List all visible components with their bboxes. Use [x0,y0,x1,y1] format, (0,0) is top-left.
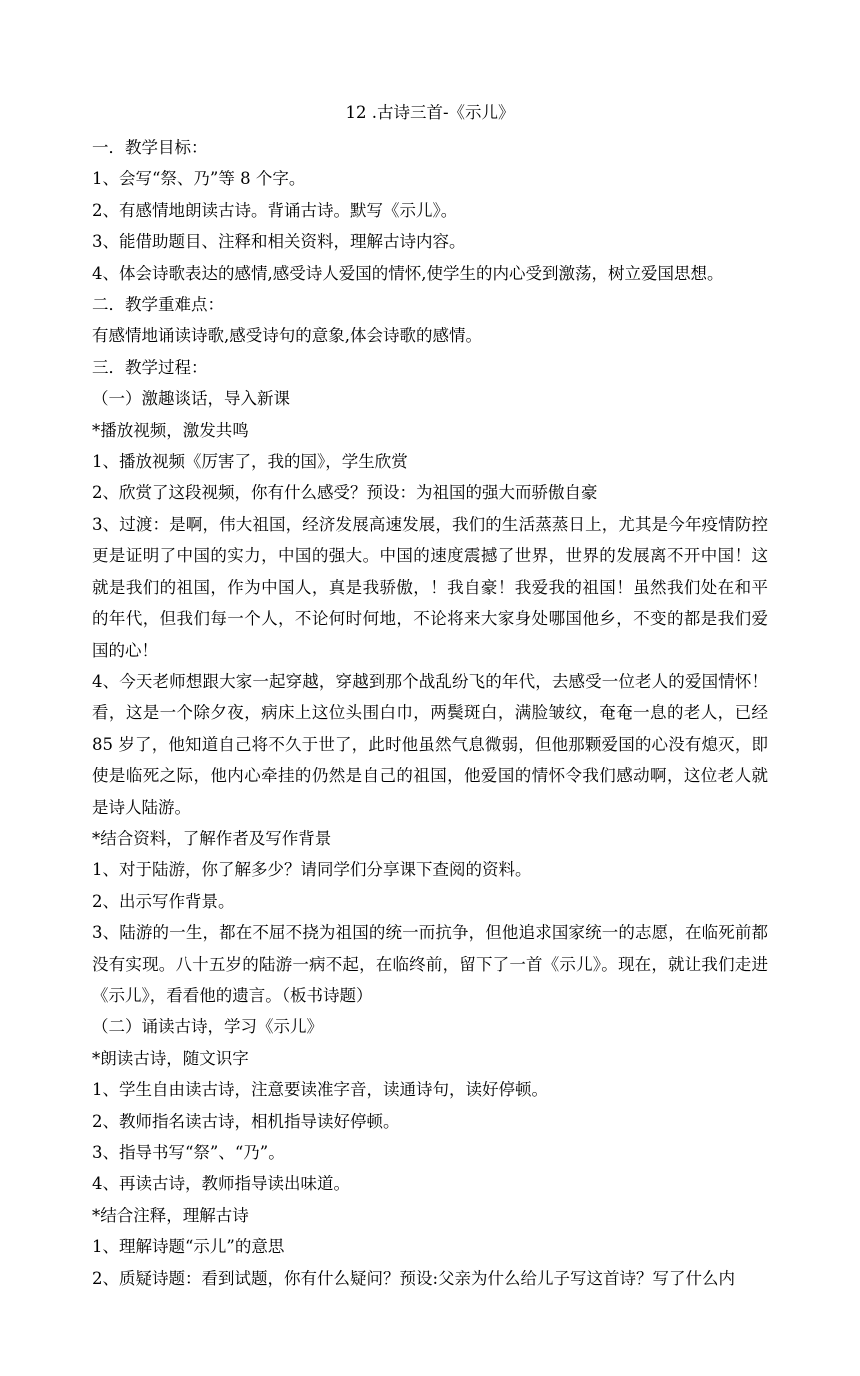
section-heading-process: 三．教学过程： [92,357,208,377]
objective-item: 2、有感情地朗读古诗。背诵古诗。默写《示儿》。 [92,200,458,220]
key-points-text: 有感情地诵读诗歌,感受诗句的意象,体会诗歌的感情。 [92,326,482,346]
activity-heading: *结合注释，理解古诗 [92,1205,249,1225]
process-paragraph: 3、陆游的一生，都在不屈不挠为祖国的统一而抗争，但他追求国家统一的志愿，在临死前都没有实现。八十五岁的陆游一病不起，在临终前，留下了一首《示儿》。现在，就让我们走进《示儿》，看看他的遗言。（板书诗题） [92,923,768,1005]
process-item: 1、对于陆游，你了解多少？请同学们分享课下查阅的资料。 [92,860,532,880]
process-item: 2、质疑诗题：看到试题，你有什么疑问？预设:父亲为什么给儿子写这首诗？写了什么内 [92,1268,736,1288]
process-item: 1、理解诗题“示儿”的意思 [92,1237,285,1257]
process-item: 4、再读古诗，教师指导读出味道。 [92,1174,350,1194]
process-item: 2、教师指名读古诗，相机指导读好停顿。 [92,1111,400,1131]
objective-item: 4、体会诗歌表达的感情,感受诗人爱国的情怀,使学生的内心受到激荡，树立爱国思想。 [92,263,724,283]
process-paragraph: 3、过渡：是啊，伟大祖国，经济发展高速发展，我们的生活蒸蒸日上，尤其是今年疫情防控更是证明了中国的实力，中国的强大。中国的速度震撼了世界，世界的发展离不开中国！这就是我们的祖国，作为中国人，真是我骄傲，！我自豪！我爱我的祖国！虽然我们处在和平的年代，但我们每一个人，不论何时何地，不论将来大家身处哪国他乡，不变的都是我们爱国的心！ [92,514,768,660]
activity-heading: *朗读古诗，随文识字 [92,1048,249,1068]
process-item: 1、学生自由读古诗，注意要读准字音，读通诗句，读好停顿。 [92,1080,548,1100]
objective-item: 1、会写“祭、乃”等 8 个字。 [92,169,306,189]
activity-heading: *结合资料，了解作者及写作背景 [92,828,332,848]
process-item: 2、出示写作背景。 [92,891,235,911]
subsection-heading: （二）诵读古诗，学习《示儿》 [92,1017,323,1037]
activity-heading: *播放视频，激发共鸣 [92,420,249,440]
subsection-heading: （一）激趣谈话，导入新课 [92,389,290,409]
process-item: 3、指导书写“祭”、“乃”。 [92,1143,285,1162]
process-item: 2、欣赏了这段视频，你有什么感受？预设：为祖国的强大而骄傲自豪 [92,483,598,503]
objective-item: 3、能借助题目、注释和相关资料，理解古诗内容。 [92,232,466,252]
process-paragraph: 4、今天老师想跟大家一起穿越，穿越到那个战乱纷飞的年代，去感受一位老人的爱国情怀！看，这是一个除夕夜，病床上这位头围白巾，两鬓斑白，满脸皱纹，奄奄一息的老人，已经 85 岁了，他知道自己将不久于世了，此时他虽然气息微弱，但他那颗爱国的心没有熄灭，即使是临死之际，他内心牵挂的仍然是自己的祖国，他爱国的情怀令我们感动啊，这位老人就是诗人陆游。 [92,671,768,817]
document-title: 12 .古诗三首-《示儿》 [345,103,515,122]
section-heading-objectives: 一．教学目标： [92,138,208,157]
section-heading-key-points: 二．教学重难点： [92,295,224,315]
process-item: 1、播放视频《厉害了，我的国》，学生欣赏 [92,452,408,472]
